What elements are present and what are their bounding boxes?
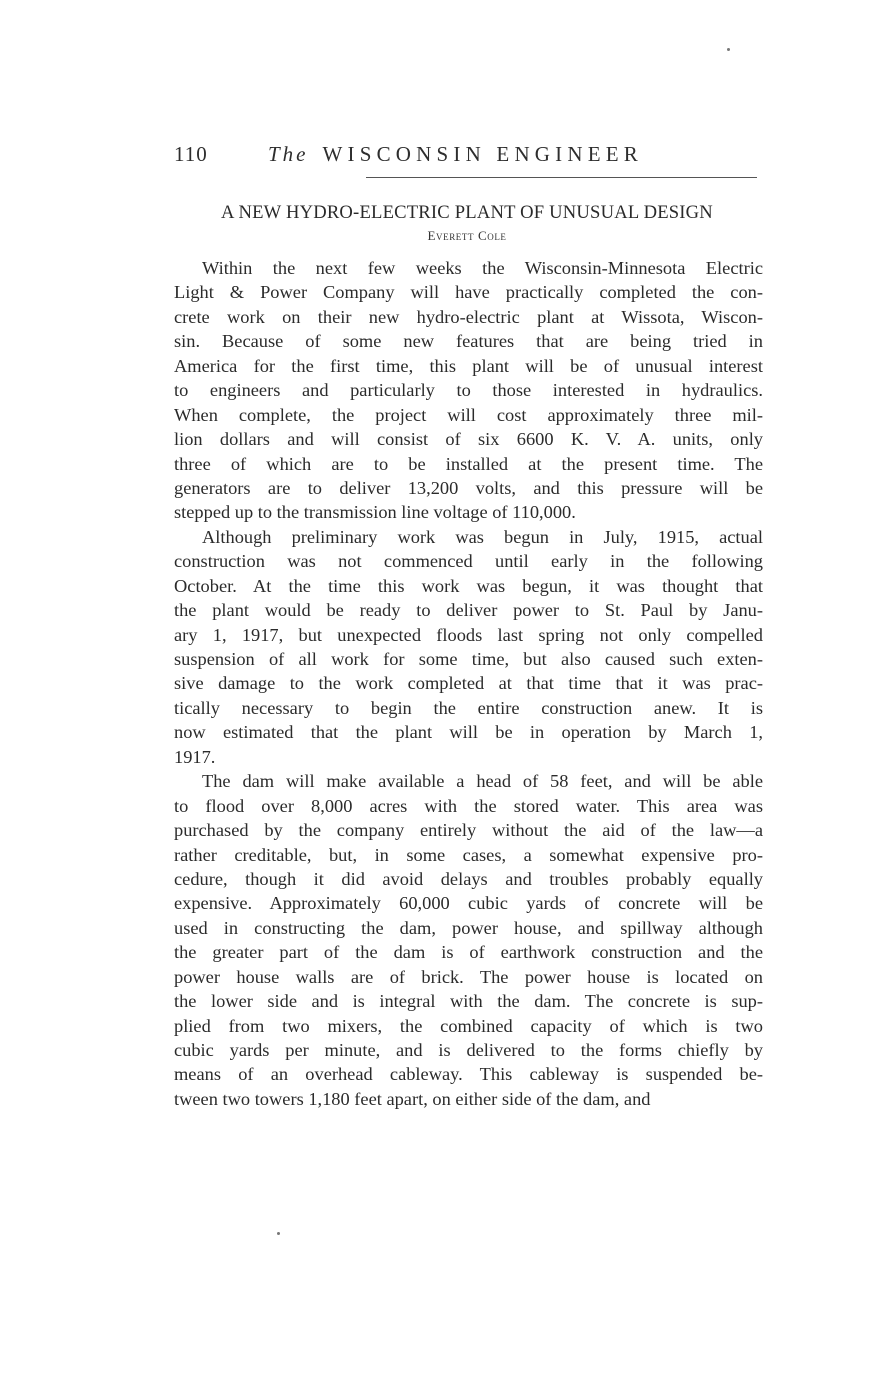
article-title: A NEW HYDRO-ELECTRIC PLANT OF UNUSUAL DESIGN <box>221 202 713 223</box>
text-line: to engineers and particularly to those interested in hydraulics. <box>174 380 763 401</box>
text-line: Light & Power Company will have practically completed the con- <box>174 282 763 303</box>
text-line: construction was not commenced until early in the following <box>174 551 763 572</box>
text-line: crete work on their new hydro-electric plant at Wissota, Wiscon- <box>174 306 763 327</box>
text-line: October. At the time this work was begun, it was thought that <box>174 575 763 596</box>
text-line: now estimated that the plant will be in operation by March 1, <box>174 722 763 743</box>
text-line: rather creditable, but, in some cases, a somewhat expensive pro- <box>174 844 763 865</box>
text-line: to flood over 8,000 acres with the stored water. This area was <box>174 795 763 816</box>
page-number: 110 <box>174 142 208 166</box>
running-head <box>172 142 760 168</box>
paragraph <box>174 769 763 1111</box>
text-line: tically necessary to begin the entire construction anew. It is <box>174 697 763 718</box>
text-line: three of which are to be installed at the present time. The <box>174 453 763 474</box>
journal-name: WISCONSIN ENGINEER <box>322 142 643 166</box>
text-line: cedure, though it did avoid delays and troubles probably equally <box>174 868 763 889</box>
scan-speck <box>277 1232 280 1235</box>
text-line: The dam will make available a head of 58 feet, and will be able <box>202 771 763 792</box>
text-line: used in constructing the dam, power house, and spillway although <box>174 917 763 938</box>
text-line: 1917. <box>174 746 216 767</box>
article-body <box>174 256 763 1111</box>
text-line: lion dollars and will consist of six 6600 K. V. A. units, only <box>174 429 763 450</box>
text-line: ary 1, 1917, but unexpected floods last spring not only compelled <box>174 624 763 645</box>
journal-prefix: The <box>268 142 309 166</box>
header-rule <box>366 177 757 178</box>
text-line: expensive. Approximately 60,000 cubic yards of concrete will be <box>174 893 763 914</box>
journal-title <box>268 142 643 167</box>
text-line: Within the next few weeks the Wisconsin-Minnesota Electric <box>202 258 763 278</box>
text-line: generators are to deliver 13,200 volts, and this pressure will be <box>174 477 763 498</box>
text-line: purchased by the company entirely without the aid of the law—a <box>174 820 763 841</box>
text-line: power house walls are of brick. The power house is located on <box>174 966 763 987</box>
text-line: tween two towers 1,180 feet apart, on either side of the dam, and <box>174 1088 651 1109</box>
paragraph <box>174 256 763 525</box>
text-line: plied from two mixers, the combined capacity of which is two <box>174 1015 763 1036</box>
text-line: America for the first time, this plant will be of unusual interest <box>174 355 763 376</box>
paragraph <box>174 525 763 769</box>
article-author: Everett Cole <box>427 228 507 243</box>
text-line: cubic yards per minute, and is delivered to the forms chiefly by <box>174 1040 763 1060</box>
text-line: Although preliminary work was begun in July, 1915, actual <box>202 526 763 547</box>
text-line: suspension of all work for some time, but also caused such exten- <box>174 649 763 669</box>
text-line: the greater part of the dam is of earthwork construction and the <box>174 942 763 963</box>
text-line: means of an overhead cableway. This cableway is suspended be- <box>174 1064 763 1085</box>
text-line: sive damage to the work completed at that time that it was prac- <box>174 673 763 694</box>
text-line: When complete, the project will cost approximately three mil- <box>174 404 763 425</box>
scan-speck <box>727 48 730 51</box>
text-line: the plant would be ready to deliver power to St. Paul by Janu- <box>174 600 763 621</box>
text-line: sin. Because of some new features that are being tried in <box>174 331 763 352</box>
text-line: the lower side and is integral with the dam. The concrete is sup- <box>174 991 763 1012</box>
text-line: stepped up to the transmission line voltage of 110,000. <box>174 502 576 523</box>
